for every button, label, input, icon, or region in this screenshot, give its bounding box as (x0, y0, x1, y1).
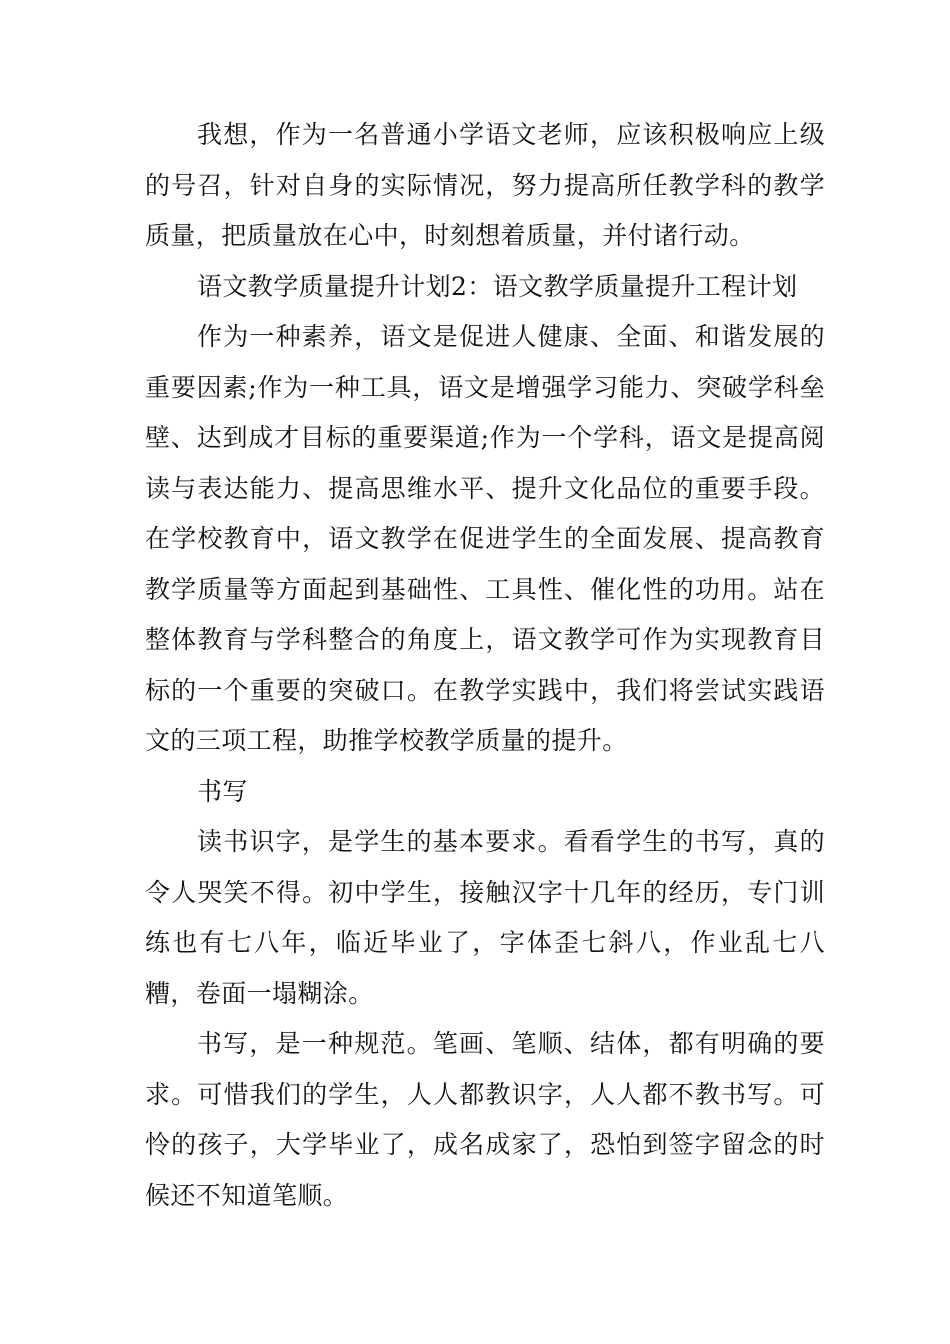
paragraph-writing-status: 读书识字，是学生的基本要求。看看学生的书写，真的令人哭笑不得。初中学生，接触汉字十几年的经历，专门训练也有七八年，临近毕业了，字体歪七斜八，作业乱七八糟，卷面一塌糊涂。 (145, 827, 825, 1008)
section-heading-plan-2: 语文教学质量提升计划2：语文教学质量提升工程计划 (197, 271, 798, 301)
section-heading-writing: 书写 (197, 776, 248, 806)
paragraph-writing-norms: 书写，是一种规范。笔画、笔顺、结体，都有明确的要求。可惜我们的学生，人人都教识字，人人都不教书写。可怜的孩子，大学毕业了，成名成家了，恐怕到签字留念的时候还不知道笔顺。 (145, 1029, 825, 1210)
paragraph-chinese-role: 作为一种素养，语文是促进人健康、全面、和谐发展的重要因素;作为一种工具，语文是增强学习能力、突破学科垒壁、达到成才目标的重要渠道;作为一个学科，语文是提高阅读与表达能力、提高思维水平、提升文化品位的重要手段。在学校教育中，语文教学在促进学生的全面发展、提高教育教学质量等方面起到基础性、工具性、催化性的功用。站在整体教育与学科整合的角度上，语文教学可作为实现教育目标的一个重要的突破口。在教学实践中，我们将尝试实践语文的三项工程，助推学校教学质量的提升。 (145, 322, 825, 755)
paragraph-intro: 我想，作为一名普通小学语文老师，应该积极响应上级的号召，针对自身的实际情况，努力提高所任教学科的教学质量，把质量放在心中，时刻想着质量，并付诸行动。 (145, 120, 825, 250)
document-body (145, 110, 825, 1221)
